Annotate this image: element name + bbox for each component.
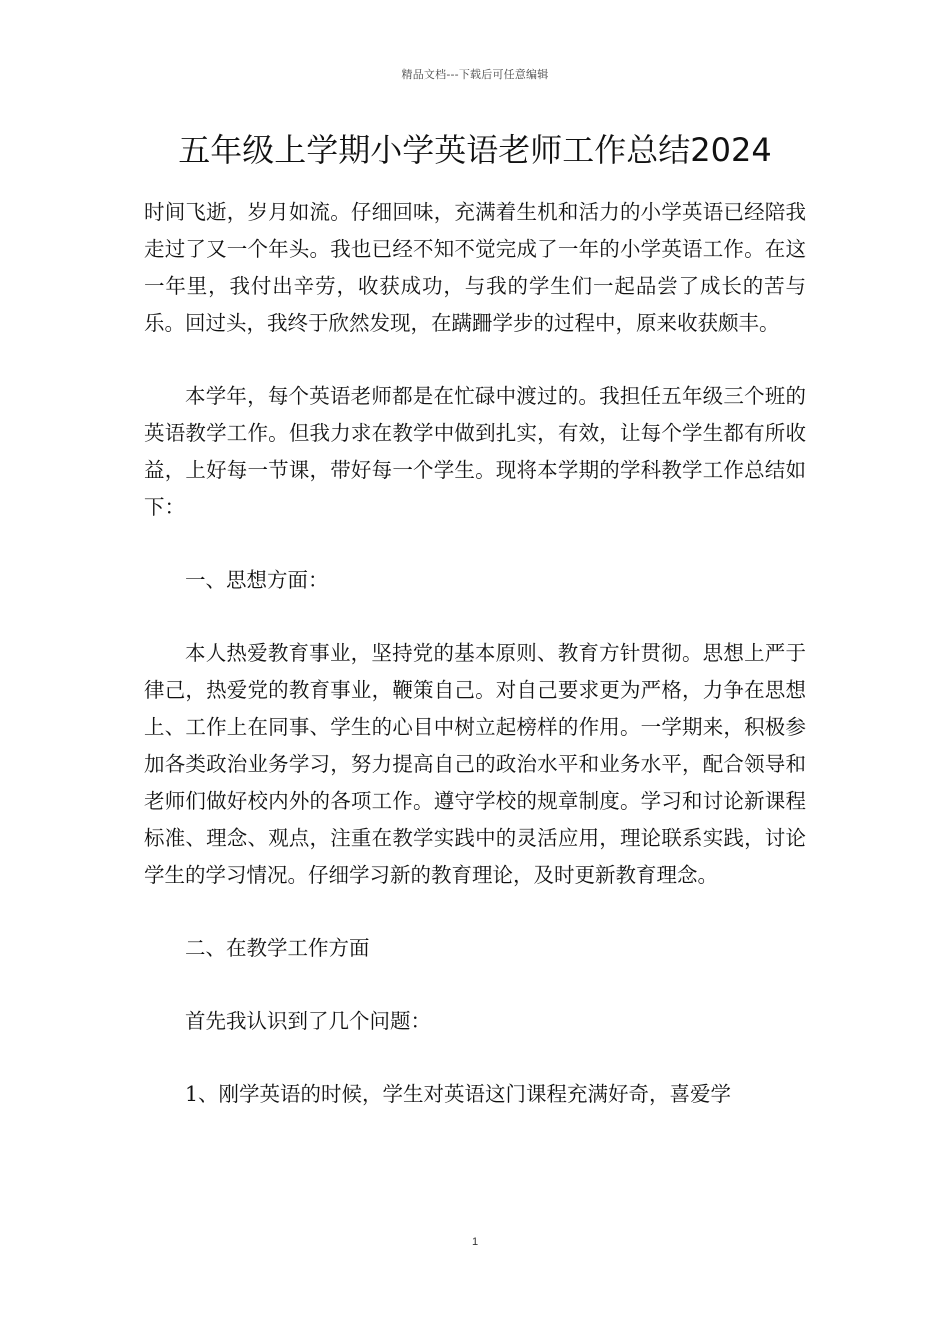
- header-watermark: 精品文档---下载后可任意编辑: [401, 68, 549, 81]
- document-title: 五年级上学期小学英语老师工作总结2024: [178, 131, 772, 169]
- section-heading-teaching: 二、在教学工作方面: [185, 936, 370, 960]
- page-number: 1: [471, 1236, 479, 1248]
- document-body: [144, 194, 806, 1149]
- paragraph-thought: 本人热爱教育事业，坚持党的基本原则、教育方针贯彻。思想上严于律己，热爱党的教育事业，鞭策自己。对自己要求更为严格，力争在思想上、工作上在同事、学生的心目中树立起榜样的作用。一学期来，积极参加各类政治业务学习，努力提高自己的政治水平和业务水平，配合领导和老师们做好校内外的各项工作。遵守学校的规章制度。学习和讨论新课程标准、理念、观点，注重在教学实践中的灵活应用，理论联系实践，讨论学生的学习情况。仔细学习新的教育理论，及时更新教育理念。: [144, 641, 806, 887]
- paragraph-intro: 时间飞逝，岁月如流。仔细回味，充满着生机和活力的小学英语已经陪我走过了又一个年头。我也已经不知不觉完成了一年的小学英语工作。在这一年里，我付出辛劳，收获成功，与我的学生们一起品尝了成长的苦与乐。回过头，我终于欣然发现，在蹒跚学步的过程中，原来收获颇丰。: [144, 200, 806, 335]
- paragraph-overview: 本学年，每个英语老师都是在忙碌中渡过的。我担任五年级三个班的英语教学工作。但我力求在教学中做到扎实，有效，让每个学生都有所收益，上好每一节课，带好每一个学生。现将本学期的学科教学工作总结如下：: [144, 384, 806, 519]
- paragraph-problems-intro: 首先我认识到了几个问题：: [185, 1009, 431, 1033]
- paragraph-problem-1: 1、刚学英语的时候，学生对英语这门课程充满好奇，喜爱学: [185, 1082, 732, 1106]
- section-heading-thought: 一、思想方面：: [185, 568, 329, 592]
